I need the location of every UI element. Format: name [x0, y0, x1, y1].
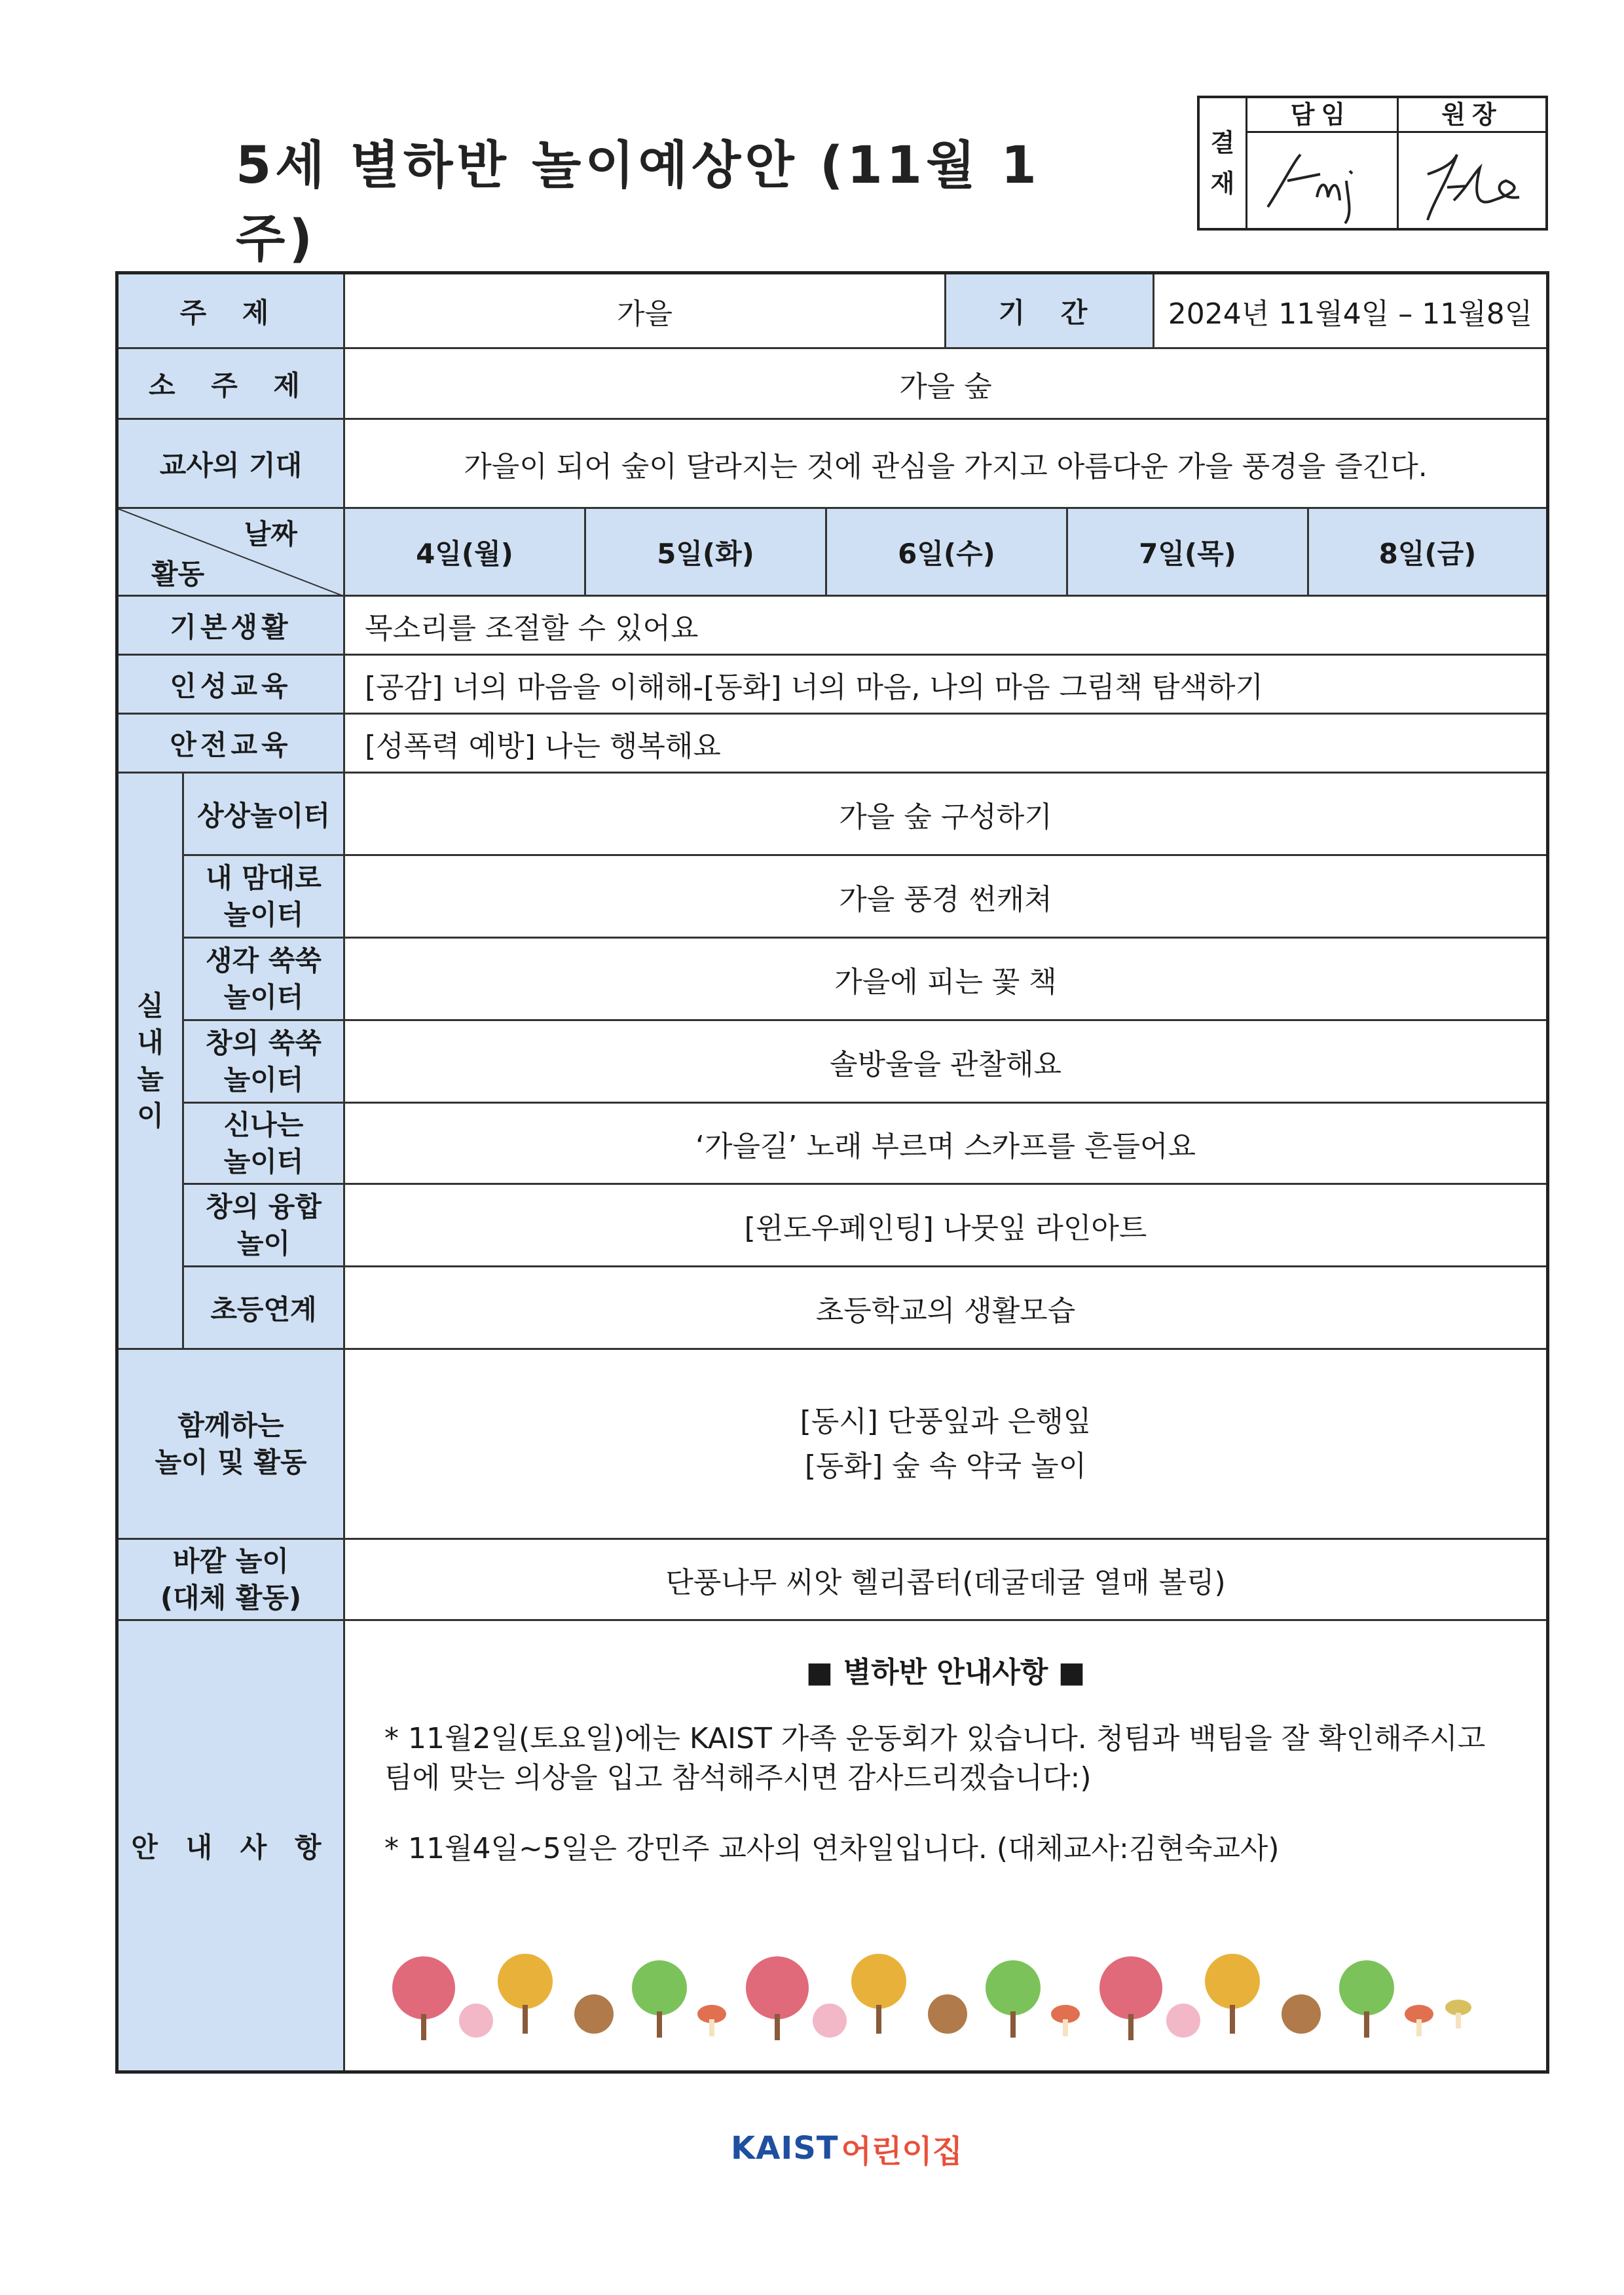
together-label-line: 함께하는 [177, 1409, 284, 1442]
approval-box [1197, 96, 1548, 231]
indoor-row-value: 가을에 피는 꽃 책 [345, 939, 1546, 1021]
character-edu-value: [공감] 너의 마음을 이해해-[동화] 너의 마음, 나의 마음 그림책 탐색하기 [345, 656, 1546, 715]
period-label: 기 간 [946, 274, 1154, 349]
expectation-value: 가을이 되어 숲이 달라지는 것에 관심을 가지고 아름다운 가을 풍경을 즐긴다. [345, 420, 1546, 509]
notice-title: ■ 별하반 안내사항 ■ [805, 1656, 1086, 1689]
indoor-row-value: ‘가을길’ 노래 부르며 스카프를 흔들어요 [345, 1104, 1546, 1185]
indoor-label-char: 내 [137, 1026, 164, 1058]
indoor-row-value: 초등학교의 생활모습 [345, 1267, 1546, 1350]
indoor-row-label-line: 놀이터 [223, 898, 304, 931]
indoor-label-char: 이 [137, 1099, 164, 1132]
approval-label-bottom: 재 [1210, 169, 1235, 198]
indoor-row-label-line: 놀이터 [223, 1145, 304, 1178]
indoor-row-label: 초등연계 [184, 1267, 345, 1350]
safety-edu-label: 안전교육 [119, 715, 345, 774]
teacher-signature [1255, 135, 1386, 227]
together-value [345, 1350, 1546, 1540]
period-value: 2024년 11월4일 – 11월8일 [1154, 274, 1546, 349]
approval-teacher [1246, 98, 1399, 228]
indoor-row-value: 가을 풍경 썬캐쳐 [345, 856, 1546, 939]
notice-label: 안 내 사 항 [119, 1621, 345, 2070]
topic-label: 주 제 [119, 274, 345, 349]
day-tuesday: 5일(화) [586, 509, 827, 597]
indoor-row-value: 솔방울을 관찰해요 [345, 1021, 1546, 1104]
notice-content [345, 1621, 1546, 2070]
approval-label-top: 결 [1210, 128, 1235, 157]
outdoor-label-line: (대체 활동) [160, 1581, 302, 1614]
activity-label: 활동 [151, 558, 205, 590]
safety-edu-value: [성폭력 예방] 나는 행복해요 [345, 715, 1546, 774]
indoor-row-label-line: 놀이 [236, 1227, 291, 1259]
forest-decoration [345, 1929, 1546, 2060]
page-title: 5세 별하반 놀이예상안 (11월 1주) [236, 136, 1041, 269]
indoor-row-label-line: 놀이터 [223, 1063, 304, 1096]
approval-side-label [1200, 98, 1247, 228]
subtopic-value: 가을 숲 [345, 349, 1546, 420]
basic-life-label: 기본생활 [119, 597, 345, 656]
logo-text-ko [841, 2126, 963, 2171]
notice-item: * 11월4일~5일은 강민주 교사의 연차일입니다. (대체교사:김현숙교사) [384, 1832, 1280, 1865]
date-label: 날짜 [244, 518, 297, 550]
character-edu-label: 인성교육 [119, 656, 345, 715]
indoor-play-label [119, 774, 184, 1350]
expectation-label: 교사의 기대 [119, 420, 345, 509]
approval-teacher-header: 담임 [1246, 98, 1397, 133]
indoor-row-label [184, 1104, 345, 1185]
indoor-row-label [184, 1021, 345, 1104]
director-signature [1408, 135, 1539, 227]
kaist-logo [731, 2122, 963, 2174]
indoor-row-label-line: 내 맘대로 [206, 861, 322, 894]
logo-text-ko: 어린이집 [841, 2133, 963, 2170]
subtopic-label: 소 주 제 [119, 349, 345, 420]
decor-group [392, 1954, 1471, 2040]
outdoor-label [119, 1540, 345, 1621]
topic-value: 가을 [345, 274, 946, 349]
together-item: [동시] 단풍잎과 은행잎 [800, 1404, 1092, 1438]
indoor-row-label-line: 생각 쑥쑥 [206, 944, 322, 977]
indoor-row-label-line: 신나는 [223, 1108, 304, 1141]
together-item: [동화] 숲 속 약국 놀이 [804, 1449, 1087, 1483]
day-thursday: 7일(목) [1068, 509, 1309, 597]
day-friday: 8일(금) [1309, 509, 1546, 597]
indoor-row-label-line: 놀이터 [223, 980, 304, 1013]
outdoor-value: 단풍나무 씨앗 헬리콥터(데굴데굴 열매 볼링) [345, 1540, 1546, 1621]
day-wednesday: 6일(수) [827, 509, 1068, 597]
indoor-row-value: 가을 숲 구성하기 [345, 774, 1546, 856]
indoor-row-label [184, 856, 345, 939]
indoor-label-char: 놀 [137, 1062, 164, 1095]
indoor-row-label-line: 창의 융합 [206, 1190, 322, 1223]
outdoor-label-line: 바깥 놀이 [173, 1544, 289, 1577]
indoor-row-label: 상상놀이터 [184, 774, 345, 856]
together-label-line: 놀이 및 활동 [155, 1446, 307, 1478]
logo-text-en: KAIST [731, 2130, 839, 2167]
notice-item: * 11월2일(토요일)에는 KAIST 가족 운동회가 있습니다. 청팀과 백팀을 잘 확인해주시고 팀에 맞는 의상을 입고 참석해주시면 감사드리겠습니다:) [384, 1722, 1486, 1795]
approval-director [1399, 98, 1545, 228]
indoor-row-label [184, 939, 345, 1021]
indoor-label-char: 실 [137, 989, 164, 1022]
indoor-row-value: [윈도우페인팅] 나뭇잎 라인아트 [345, 1185, 1546, 1267]
weekly-plan-table [115, 271, 1549, 2074]
date-activity-header [119, 509, 345, 597]
indoor-row-label [184, 1185, 345, 1267]
approval-director-header: 원장 [1399, 98, 1545, 133]
day-monday: 4일(월) [345, 509, 586, 597]
indoor-row-label-line: 창의 쑥쑥 [206, 1026, 322, 1059]
basic-life-value: 목소리를 조절할 수 있어요 [345, 597, 1546, 656]
together-label [119, 1350, 345, 1540]
